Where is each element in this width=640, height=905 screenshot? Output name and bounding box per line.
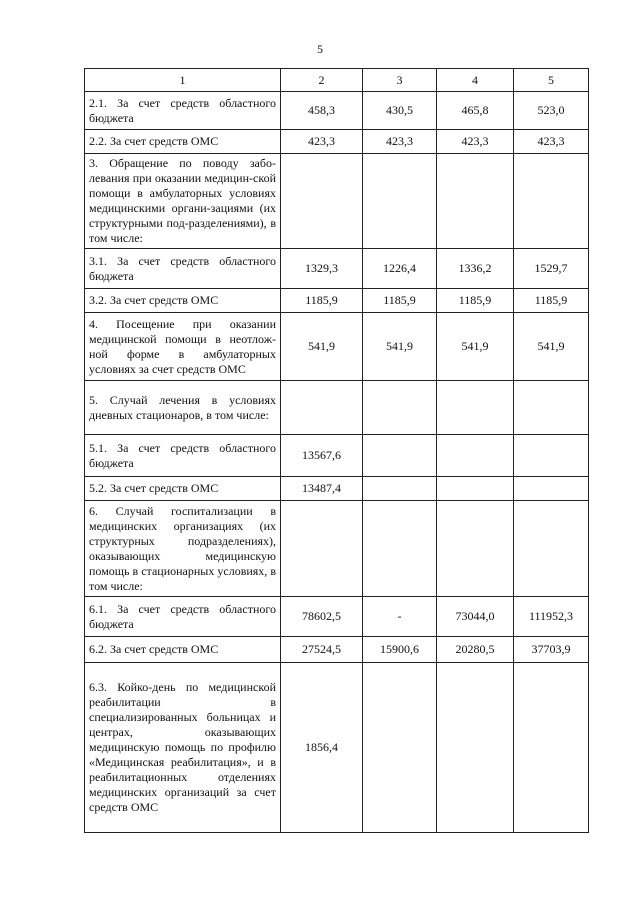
table-row <box>85 663 589 833</box>
value-cell: 78602,5 <box>281 597 363 637</box>
value-cell: 1185,9 <box>281 289 363 313</box>
value-cell <box>281 154 363 249</box>
value-cell: 458,3 <box>281 92 363 130</box>
value-cell <box>363 381 437 435</box>
value-cell: 27524,5 <box>281 637 363 663</box>
value-cell: 1329,3 <box>281 249 363 289</box>
value-cell <box>514 381 589 435</box>
value-cell <box>363 501 437 597</box>
value-cell: 423,3 <box>514 130 589 154</box>
value-cell: 1185,9 <box>363 289 437 313</box>
row-label: 4. Посещение при оказании медицинской помощи в неотлож-ной форме в амбулаторных условиях за счет средств ОМС <box>85 313 281 381</box>
row-label: 6.2. За счет средств ОМС <box>85 637 281 663</box>
value-cell: 73044,0 <box>437 597 514 637</box>
value-cell <box>514 663 589 833</box>
row-label: 2.2. За счет средств ОМС <box>85 130 281 154</box>
value-cell: 541,9 <box>363 313 437 381</box>
table-header-row <box>85 69 589 92</box>
row-label: 6.1. За счет средств областного бюджета <box>85 597 281 637</box>
value-cell <box>363 477 437 501</box>
value-cell <box>437 154 514 249</box>
value-cell: 523,0 <box>514 92 589 130</box>
header-cell: 3 <box>363 69 437 92</box>
value-cell: 1185,9 <box>437 289 514 313</box>
value-cell <box>514 435 589 477</box>
value-cell: 13487,4 <box>281 477 363 501</box>
table-row <box>85 92 589 130</box>
table-row <box>85 289 589 313</box>
value-cell: 541,9 <box>281 313 363 381</box>
table-row <box>85 313 589 381</box>
table-row <box>85 130 589 154</box>
value-cell <box>437 477 514 501</box>
value-cell <box>437 663 514 833</box>
row-label: 3.1. За счет средств областного бюджета <box>85 249 281 289</box>
row-label: 3. Обращение по поводу забо-левания при оказании медицин-ской помощи в амбулаторных условиях медицинскими органи-зациями (их структурными под-разделениями), в том числе: <box>85 154 281 249</box>
header-cell: 1 <box>85 69 281 92</box>
value-cell: 37703,9 <box>514 637 589 663</box>
value-cell: 1336,2 <box>437 249 514 289</box>
value-cell: - <box>363 597 437 637</box>
table-row <box>85 597 589 637</box>
value-cell <box>514 154 589 249</box>
value-cell: 541,9 <box>514 313 589 381</box>
value-cell: 1529,7 <box>514 249 589 289</box>
row-label: 6. Случай госпитализации в медицинских организациях (их структурных подразделениях), оказывающих медицинскую помощь в стационарных условиях, в том числе: <box>85 501 281 597</box>
value-cell <box>281 381 363 435</box>
row-label: 6.3. Койко-день по медицинской реабилитации в специализированных больницах и центрах, оказывающих медицинскую помощь по профилю «Медицинская реабилитация», и в реабилитационных отделениях медицинских организаций за счет средств ОМС <box>85 663 281 833</box>
value-cell <box>437 435 514 477</box>
value-cell: 15900,6 <box>363 637 437 663</box>
table-row <box>85 154 589 249</box>
header-cell: 4 <box>437 69 514 92</box>
value-cell: 13567,6 <box>281 435 363 477</box>
page-number: 5 <box>317 42 323 56</box>
table-row <box>85 381 589 435</box>
header-cell: 5 <box>514 69 589 92</box>
value-cell: 20280,5 <box>437 637 514 663</box>
table-row <box>85 435 589 477</box>
value-cell <box>437 501 514 597</box>
value-cell <box>437 381 514 435</box>
table-row <box>85 477 589 501</box>
value-cell: 1226,4 <box>363 249 437 289</box>
value-cell <box>363 663 437 833</box>
table-row <box>85 637 589 663</box>
table-row <box>85 249 589 289</box>
value-cell: 423,3 <box>437 130 514 154</box>
value-cell: 465,8 <box>437 92 514 130</box>
value-cell: 1856,4 <box>281 663 363 833</box>
value-cell: 541,9 <box>437 313 514 381</box>
row-label: 5. Случай лечения в условиях дневных стационаров, в том числе: <box>85 381 281 435</box>
value-cell <box>281 501 363 597</box>
row-label: 5.2. За счет средств ОМС <box>85 477 281 501</box>
value-cell: 423,3 <box>363 130 437 154</box>
table-row <box>85 501 589 597</box>
value-cell: 111952,3 <box>514 597 589 637</box>
value-cell <box>363 154 437 249</box>
row-label: 5.1. За счет средств областного бюджета <box>85 435 281 477</box>
data-table <box>84 68 589 833</box>
value-cell <box>514 501 589 597</box>
value-cell <box>514 477 589 501</box>
value-cell: 1185,9 <box>514 289 589 313</box>
value-cell: 423,3 <box>281 130 363 154</box>
row-label: 2.1. За счет средств областного бюджета <box>85 92 281 130</box>
value-cell: 430,5 <box>363 92 437 130</box>
row-label: 3.2. За счет средств ОМС <box>85 289 281 313</box>
value-cell <box>363 435 437 477</box>
header-cell: 2 <box>281 69 363 92</box>
